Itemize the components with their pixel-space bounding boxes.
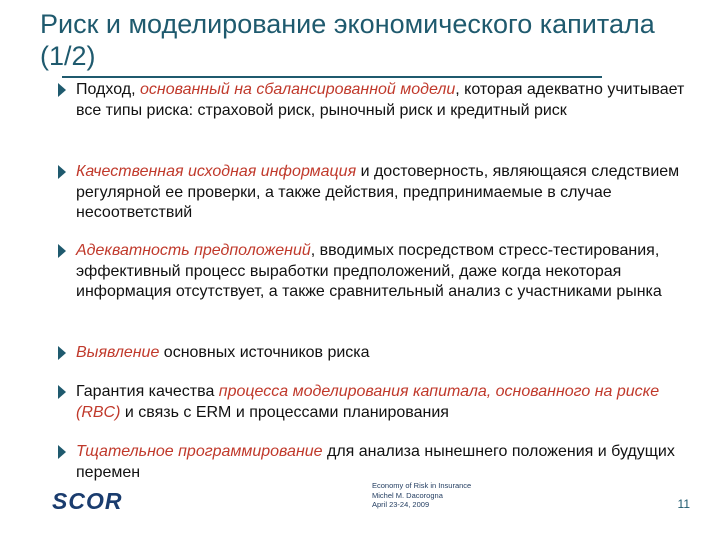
highlighted-phrase: основанный на сбалансированной модели [139,81,456,98]
highlighted-phrase: Тщательное программирование [76,443,323,460]
bullet-item-6 [54,442,694,483]
bullet-text [76,80,694,121]
bullet-item-5 [54,382,694,423]
plain-phrase: для анализа нынешнего положения и будущих перемен [76,443,675,481]
bullet-arrow-icon [58,83,66,97]
bullet-arrow-icon [58,346,66,360]
footer-author: Michel M. Dacorogna [372,490,443,500]
plain-phrase: , вводимых посредством стресс-тестирования, эффективный процесс выработки предположений, даже когда некоторая информация отсутствует, а также сравнительный анализ с участниками рынка [76,242,662,300]
page-number: 11 [677,497,690,511]
highlighted-phrase: процесса моделирования капитала, основанного на риске (RBC) [76,383,660,421]
bullet-text [76,241,694,303]
bullet-item-1 [54,80,694,121]
bullet-arrow-icon [58,385,66,399]
bullet-text [76,382,694,423]
plain-phrase: Гарантия качества [76,383,219,400]
footer-date: April 23-24, 2009 [372,500,430,509]
bullet-text [76,162,694,224]
plain-phrase: основных источников риска [159,344,370,361]
plain-phrase: и достоверность, являющаяся следствием регулярной ее проверки, а также действия, предпринимаемые в случае несоответствий [76,163,680,221]
title-underline [62,76,602,78]
plain-phrase: , которая адекватно учитывает все типы риска: страховой риск, рыночный риск и кредитный риск [76,81,685,119]
bullet-item-4 [54,343,694,364]
bullet-item-3 [54,241,694,303]
scor-logo [52,490,142,512]
bullet-arrow-icon [58,165,66,179]
bullet-text [76,442,694,483]
bullet-item-2 [54,162,694,224]
slide-title: Риск и моделирование экономического капитала (1/2) [40,9,655,71]
plain-phrase: и связь с ERM и процессами планирования [120,403,449,421]
bullet-arrow-icon [58,445,66,459]
highlighted-phrase: Качественная исходная информация [76,163,357,180]
footer-info [372,481,552,510]
highlighted-phrase: Адекватность предположений [76,242,311,259]
footer-event: Economy of Risk in Insurance [372,481,472,490]
bullet-text [76,343,694,364]
logo-text: SCOR [52,490,123,512]
highlighted-phrase: Выявление [76,344,160,361]
bullet-arrow-icon [58,244,66,258]
plain-phrase: Подход, [76,81,140,98]
